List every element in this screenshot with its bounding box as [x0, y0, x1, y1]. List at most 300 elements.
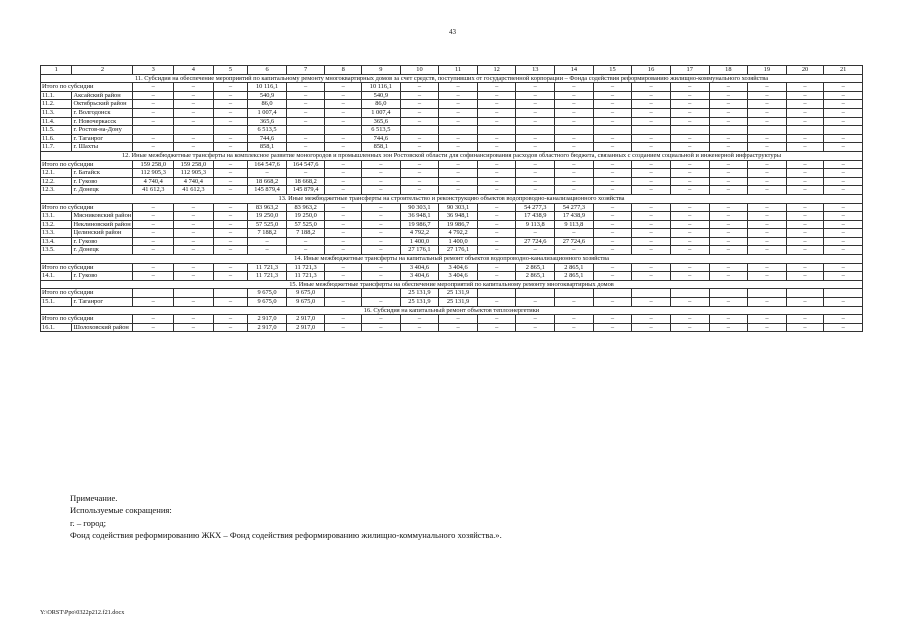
row-number: 12.3. [41, 186, 72, 195]
value-cell: – [325, 323, 362, 332]
value-cell [709, 289, 748, 298]
value-cell: – [555, 246, 594, 255]
value-cell: 25 131,9 [400, 289, 439, 298]
value-cell: – [439, 83, 478, 92]
section-title-row [41, 255, 863, 264]
total-row [41, 315, 863, 324]
value-cell: 90 303,1 [400, 203, 439, 212]
value-cell: – [213, 246, 248, 255]
value-cell: – [133, 212, 174, 221]
value-cell: – [325, 83, 362, 92]
value-cell: 4 792,2 [439, 229, 478, 238]
value-cell: – [362, 323, 401, 332]
value-cell: – [555, 117, 594, 126]
note-abbrev-city: г. – город; [70, 517, 107, 528]
value-cell: – [477, 272, 516, 281]
value-cell: – [632, 83, 671, 92]
value-cell: 41 612,3 [133, 186, 174, 195]
value-cell: – [593, 203, 632, 212]
value-cell [325, 289, 362, 298]
value-cell: – [477, 160, 516, 169]
value-cell: – [325, 212, 362, 221]
row-name: г. Донецк [72, 246, 133, 255]
row-number: 13.3. [41, 229, 72, 238]
value-cell: 36 948,1 [400, 212, 439, 221]
value-cell: – [593, 186, 632, 195]
value-cell: – [516, 143, 555, 152]
value-cell: 41 612,3 [174, 186, 214, 195]
value-cell: – [174, 263, 214, 272]
value-cell: – [748, 169, 787, 178]
value-cell: – [555, 323, 594, 332]
value-cell: – [748, 323, 787, 332]
value-cell [174, 289, 214, 298]
value-cell: – [477, 169, 516, 178]
value-cell: – [786, 323, 824, 332]
row-number: 11.4. [41, 117, 72, 126]
value-cell: 27 176,1 [400, 246, 439, 255]
value-cell: – [477, 263, 516, 272]
value-cell: – [213, 298, 248, 307]
value-cell: – [824, 100, 863, 109]
value-cell: 2 917,0 [286, 323, 325, 332]
value-cell: – [824, 220, 863, 229]
row-name: г. Таганрог [72, 298, 133, 307]
header-cell: 7 [286, 66, 325, 75]
value-cell: – [748, 91, 787, 100]
value-cell: – [824, 203, 863, 212]
value-cell [477, 126, 516, 135]
value-cell: – [555, 298, 594, 307]
header-cell: 9 [362, 66, 401, 75]
total-label: Итого по субсидии [41, 315, 133, 324]
value-cell [593, 289, 632, 298]
value-cell: 112 905,3 [133, 169, 174, 178]
notes-block [70, 492, 502, 542]
row-name: Октябрьский район [72, 100, 133, 109]
value-cell: – [325, 177, 362, 186]
value-cell: – [213, 229, 248, 238]
value-cell: – [174, 315, 214, 324]
value-cell: – [286, 134, 325, 143]
value-cell: – [748, 298, 787, 307]
value-cell: – [133, 203, 174, 212]
value-cell: – [670, 108, 709, 117]
value-cell: – [213, 91, 248, 100]
value-cell: – [477, 212, 516, 221]
value-cell: – [670, 246, 709, 255]
value-cell: – [213, 203, 248, 212]
value-cell: – [439, 160, 478, 169]
value-cell: – [477, 117, 516, 126]
value-cell: 2 865,1 [516, 272, 555, 281]
value-cell: – [824, 246, 863, 255]
value-cell: 6 513,5 [248, 126, 287, 135]
value-cell: – [824, 134, 863, 143]
value-cell: 25 131,9 [439, 289, 478, 298]
value-cell: – [133, 108, 174, 117]
value-cell: – [286, 91, 325, 100]
row-name: г. Ростов-на-Дону [72, 126, 133, 135]
subsidy-table [40, 65, 863, 332]
row-number: 11.6. [41, 134, 72, 143]
value-cell: – [286, 143, 325, 152]
value-cell: – [174, 108, 214, 117]
row-number: 13.4. [41, 237, 72, 246]
header-cell: 10 [400, 66, 439, 75]
value-cell: – [516, 100, 555, 109]
value-cell: – [439, 108, 478, 117]
value-cell: – [362, 220, 401, 229]
value-cell: – [133, 237, 174, 246]
value-cell: – [593, 83, 632, 92]
value-cell: – [400, 323, 439, 332]
value-cell: – [213, 108, 248, 117]
value-cell: – [213, 117, 248, 126]
value-cell: – [670, 237, 709, 246]
table-row [41, 117, 863, 126]
value-cell [670, 126, 709, 135]
value-cell: 2 865,1 [516, 263, 555, 272]
value-cell: – [325, 246, 362, 255]
value-cell: – [709, 143, 748, 152]
value-cell: – [477, 143, 516, 152]
value-cell [555, 289, 594, 298]
value-cell: – [632, 100, 671, 109]
value-cell: – [174, 272, 214, 281]
value-cell: 744,6 [362, 134, 401, 143]
table-row [41, 237, 863, 246]
value-cell: – [748, 272, 787, 281]
value-cell [748, 126, 787, 135]
value-cell: – [748, 237, 787, 246]
value-cell: – [400, 143, 439, 152]
value-cell: – [555, 83, 594, 92]
row-number: 14.1. [41, 272, 72, 281]
value-cell: – [516, 315, 555, 324]
value-cell: – [213, 83, 248, 92]
value-cell: – [133, 100, 174, 109]
value-cell: 3 404,6 [439, 263, 478, 272]
value-cell: – [824, 323, 863, 332]
table-row [41, 298, 863, 307]
value-cell: – [670, 298, 709, 307]
value-cell: – [516, 83, 555, 92]
value-cell: – [709, 246, 748, 255]
value-cell: 86,0 [248, 100, 287, 109]
value-cell: – [362, 177, 401, 186]
row-name: г. Гуково [72, 237, 133, 246]
total-row [41, 160, 863, 169]
table-row [41, 246, 863, 255]
value-cell: – [325, 229, 362, 238]
value-cell: – [213, 263, 248, 272]
value-cell: – [670, 272, 709, 281]
value-cell: – [477, 229, 516, 238]
row-name: Мясниковский район [73, 212, 132, 220]
value-cell: 90 303,1 [439, 203, 478, 212]
header-cell: 21 [824, 66, 863, 75]
value-cell: – [362, 298, 401, 307]
value-cell: – [593, 177, 632, 186]
value-cell: – [325, 108, 362, 117]
value-cell: – [824, 298, 863, 307]
file-path-footer: Y:\ORST\Ppo\0322p212.f21.docx [40, 609, 125, 616]
value-cell: – [786, 83, 824, 92]
value-cell: – [477, 83, 516, 92]
value-cell: – [709, 186, 748, 195]
value-cell: – [286, 83, 325, 92]
value-cell: – [516, 177, 555, 186]
value-cell: – [786, 134, 824, 143]
value-cell: – [133, 91, 174, 100]
value-cell: – [516, 134, 555, 143]
value-cell: – [593, 298, 632, 307]
value-cell [325, 126, 362, 135]
value-cell: – [286, 237, 325, 246]
value-cell: – [133, 83, 174, 92]
value-cell: – [439, 169, 478, 178]
value-cell: 27 724,6 [516, 237, 555, 246]
value-cell: 7 188,2 [286, 229, 325, 238]
value-cell: 1 007,4 [248, 108, 287, 117]
value-cell: – [748, 220, 787, 229]
header-cell: 8 [325, 66, 362, 75]
table-row [41, 143, 863, 152]
value-cell: – [632, 229, 671, 238]
value-cell: – [516, 169, 555, 178]
value-cell: – [325, 220, 362, 229]
value-cell: – [286, 246, 325, 255]
page-number: 43 [449, 28, 456, 36]
value-cell: – [632, 134, 671, 143]
header-cell: 19 [748, 66, 787, 75]
value-cell: – [516, 246, 555, 255]
value-cell: – [786, 143, 824, 152]
value-cell: – [133, 323, 174, 332]
table-row [41, 91, 863, 100]
value-cell: 9 113,8 [516, 220, 555, 229]
value-cell [670, 289, 709, 298]
value-cell: – [516, 160, 555, 169]
value-cell: – [670, 263, 709, 272]
value-cell: – [670, 134, 709, 143]
value-cell: – [174, 100, 214, 109]
value-cell: – [632, 220, 671, 229]
value-cell: 83 963,2 [286, 203, 325, 212]
row-name: г. Шахты [72, 143, 133, 152]
value-cell: 4 792,2 [400, 229, 439, 238]
value-cell: – [632, 246, 671, 255]
section-title-row [41, 194, 863, 203]
value-cell: – [133, 298, 174, 307]
value-cell: – [748, 160, 787, 169]
value-cell: – [593, 134, 632, 143]
value-cell: 54 277,3 [555, 203, 594, 212]
value-cell: – [325, 169, 362, 178]
value-cell: – [362, 272, 401, 281]
value-cell: – [593, 220, 632, 229]
value-cell: – [670, 203, 709, 212]
value-cell: – [593, 272, 632, 281]
value-cell: – [709, 229, 748, 238]
value-cell [516, 126, 555, 135]
header-cell: 16 [632, 66, 671, 75]
value-cell: 2 917,0 [248, 323, 287, 332]
value-cell: – [516, 186, 555, 195]
value-cell: – [709, 177, 748, 186]
value-cell: – [477, 108, 516, 117]
header-cell: 12 [477, 66, 516, 75]
value-cell: – [593, 315, 632, 324]
total-label: Итого по субсидии [41, 203, 133, 212]
value-cell: – [439, 143, 478, 152]
value-cell: – [174, 117, 214, 126]
value-cell: 25 131,9 [400, 298, 439, 307]
table-row [41, 100, 863, 109]
value-cell: – [400, 100, 439, 109]
value-cell: – [632, 160, 671, 169]
value-cell: – [325, 91, 362, 100]
header-cell: 3 [133, 66, 174, 75]
row-name: Целинский район [72, 229, 133, 238]
value-cell: 9 113,8 [555, 220, 594, 229]
value-cell: – [516, 323, 555, 332]
value-cell: – [748, 83, 787, 92]
value-cell: – [748, 177, 787, 186]
value-cell: – [362, 186, 401, 195]
value-cell: 11 721,3 [286, 272, 325, 281]
value-cell: – [632, 298, 671, 307]
value-cell: – [133, 117, 174, 126]
value-cell: – [670, 160, 709, 169]
value-cell: – [709, 169, 748, 178]
value-cell: – [786, 246, 824, 255]
value-cell: – [400, 83, 439, 92]
value-cell: – [133, 134, 174, 143]
value-cell: – [593, 91, 632, 100]
value-cell: – [439, 134, 478, 143]
value-cell: – [670, 143, 709, 152]
value-cell: – [516, 117, 555, 126]
value-cell: – [709, 100, 748, 109]
value-cell: – [824, 263, 863, 272]
value-cell: – [670, 91, 709, 100]
value-cell: – [786, 177, 824, 186]
value-cell: – [632, 143, 671, 152]
table-row [41, 220, 863, 229]
value-cell: 57 525,0 [286, 220, 325, 229]
value-cell [286, 126, 325, 135]
table-row [41, 229, 863, 238]
value-cell: – [593, 117, 632, 126]
section-title-row [41, 151, 863, 160]
value-cell: 164 547,6 [248, 160, 287, 169]
value-cell: 540,9 [248, 91, 287, 100]
value-cell: – [593, 108, 632, 117]
header-cell: 11 [439, 66, 478, 75]
total-row [41, 83, 863, 92]
value-cell: 19 250,0 [286, 212, 325, 221]
row-number: 12.1. [41, 169, 72, 178]
value-cell: 1 400,0 [400, 237, 439, 246]
value-cell: 6 513,5 [362, 126, 401, 135]
value-cell [213, 126, 248, 135]
value-cell: – [748, 134, 787, 143]
value-cell: – [325, 263, 362, 272]
value-cell: 36 948,1 [439, 212, 478, 221]
table-row [41, 272, 863, 281]
value-cell: – [709, 160, 748, 169]
value-cell: – [213, 177, 248, 186]
value-cell: – [824, 160, 863, 169]
value-cell: – [362, 169, 401, 178]
section-title: 11. Субсидия на обеспечение мероприятий по капитальному ремонту многоквартирных домов за счет средств, поступивших от государственной корпорации – Фонда содействия реформированию жилищно-коммунального хозяйства [41, 74, 863, 83]
value-cell: – [400, 169, 439, 178]
value-cell: – [325, 237, 362, 246]
value-cell: – [748, 186, 787, 195]
value-cell: – [670, 229, 709, 238]
section-title: 14. Иные межбюджетные трансферты на капитальный ремонт объектов водопроводно-канализационного хозяйства [41, 255, 863, 264]
value-cell: – [213, 186, 248, 195]
section-title-row [41, 280, 863, 289]
value-cell: – [824, 237, 863, 246]
value-cell: 9 675,0 [286, 298, 325, 307]
value-cell: – [362, 237, 401, 246]
section-title-row [41, 74, 863, 83]
value-cell: – [670, 315, 709, 324]
value-cell: – [593, 323, 632, 332]
value-cell: 1 007,4 [362, 108, 401, 117]
value-cell: – [325, 134, 362, 143]
header-cell: 4 [174, 66, 214, 75]
value-cell: 17 438,9 [555, 212, 594, 221]
value-cell: – [709, 83, 748, 92]
value-cell: – [709, 91, 748, 100]
value-cell: – [286, 108, 325, 117]
value-cell: – [286, 169, 325, 178]
section-title: 16. Субсидия на капитальный ремонт объектов теплоэнергетики [41, 306, 863, 315]
value-cell: – [174, 246, 214, 255]
note-title: Примечание. [70, 493, 118, 503]
value-cell: 858,1 [248, 143, 287, 152]
value-cell [786, 289, 824, 298]
value-cell: – [325, 298, 362, 307]
value-cell: – [786, 108, 824, 117]
header-cell: 18 [709, 66, 748, 75]
row-name: г. Таганрог [72, 134, 133, 143]
value-cell: 3 404,6 [439, 272, 478, 281]
table-row [41, 108, 863, 117]
value-cell: – [709, 203, 748, 212]
note-abbrev-heading: Используемые сокращения: [70, 505, 172, 516]
value-cell: – [174, 220, 214, 229]
value-cell: – [362, 160, 401, 169]
value-cell: – [748, 117, 787, 126]
value-cell: – [325, 117, 362, 126]
value-cell [213, 289, 248, 298]
value-cell: – [748, 143, 787, 152]
value-cell: – [786, 298, 824, 307]
value-cell: 3 404,6 [400, 272, 439, 281]
value-cell: 2 865,1 [555, 272, 594, 281]
value-cell: – [555, 134, 594, 143]
value-cell: – [400, 160, 439, 169]
value-cell: – [439, 117, 478, 126]
value-cell: – [709, 237, 748, 246]
value-cell: – [786, 237, 824, 246]
value-cell: – [670, 100, 709, 109]
